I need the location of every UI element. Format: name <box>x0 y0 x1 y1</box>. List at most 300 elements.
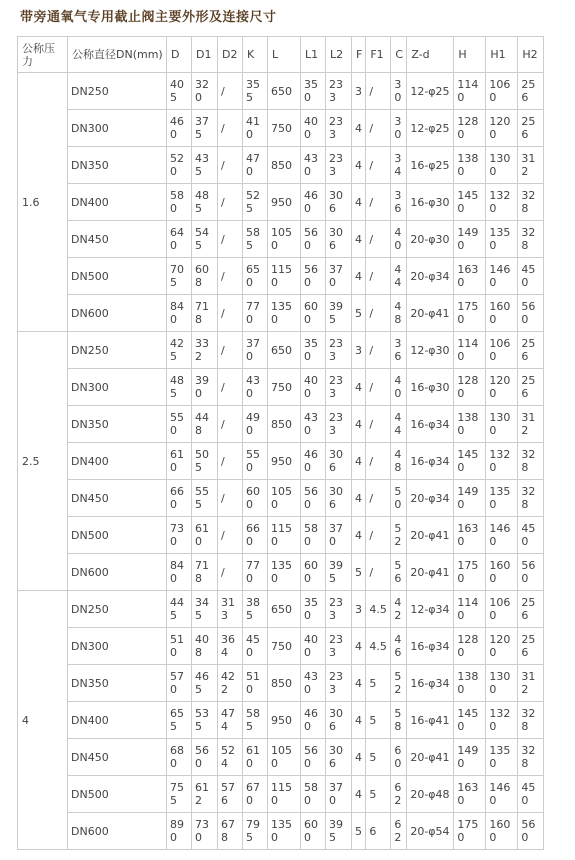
pressure-cell: 4 <box>18 591 68 850</box>
dimensions-table <box>17 36 544 850</box>
table-cell: 1600 <box>486 554 518 591</box>
table-cell: 332 <box>192 332 218 369</box>
table-cell: 328 <box>518 739 544 776</box>
table-cell: 4 <box>352 221 366 258</box>
table-cell: 550 <box>167 406 192 443</box>
table-cell: 600 <box>301 554 326 591</box>
table-cell: 20-φ41 <box>407 295 454 332</box>
table-cell: 576 <box>218 776 243 813</box>
table-cell: 1060 <box>486 591 518 628</box>
table-cell: / <box>218 332 243 369</box>
table-cell: 655 <box>167 702 192 739</box>
table-cell: 485 <box>167 369 192 406</box>
table-cell: 42 <box>391 591 407 628</box>
table-row <box>18 73 544 110</box>
table-cell: / <box>218 221 243 258</box>
table-cell: 44 <box>391 258 407 295</box>
table-cell: 306 <box>326 480 352 517</box>
table-cell: 450 <box>518 517 544 554</box>
table-cell: 585 <box>243 702 268 739</box>
table-cell: 328 <box>518 221 544 258</box>
table-cell: 20-φ41 <box>407 517 454 554</box>
table-cell: 48 <box>391 443 407 480</box>
col-header-d1: D1 <box>192 37 218 73</box>
table-cell: 400 <box>301 369 326 406</box>
col-header-c: C <box>391 37 407 73</box>
table-cell: 20-φ34 <box>407 258 454 295</box>
table-cell: 680 <box>167 739 192 776</box>
table-cell: / <box>218 443 243 480</box>
table-cell: 640 <box>167 221 192 258</box>
table-cell: 445 <box>167 591 192 628</box>
table-cell: 425 <box>167 332 192 369</box>
table-cell: 4 <box>352 406 366 443</box>
col-header-d: D <box>167 37 192 73</box>
table-row <box>18 147 544 184</box>
table-cell: 890 <box>167 813 192 850</box>
table-cell: 5 <box>366 739 391 776</box>
table-cell: 770 <box>243 554 268 591</box>
table-cell: 560 <box>301 258 326 295</box>
table-cell: 350 <box>301 332 326 369</box>
table-row <box>18 184 544 221</box>
col-header-l2: L2 <box>326 37 352 73</box>
table-cell: / <box>366 406 391 443</box>
table-cell: 364 <box>218 628 243 665</box>
table-cell: 44 <box>391 406 407 443</box>
table-cell: 1630 <box>454 776 486 813</box>
table-cell: 5 <box>352 295 366 332</box>
table-cell: 1320 <box>486 443 518 480</box>
table-cell: 660 <box>243 517 268 554</box>
table-cell: 5 <box>366 665 391 702</box>
nominal-diameter-cell: DN400 <box>68 443 167 480</box>
table-cell: 1350 <box>486 221 518 258</box>
nominal-diameter-cell: DN350 <box>68 406 167 443</box>
table-cell: 58 <box>391 702 407 739</box>
table-cell: 312 <box>518 147 544 184</box>
table-cell: 650 <box>268 591 301 628</box>
table-cell: / <box>218 73 243 110</box>
table-cell: 950 <box>268 702 301 739</box>
table-cell: 1150 <box>268 517 301 554</box>
table-cell: 233 <box>326 591 352 628</box>
col-header-h1: H1 <box>486 37 518 73</box>
table-cell: 1490 <box>454 480 486 517</box>
table-cell: 50 <box>391 480 407 517</box>
table-cell: 505 <box>192 443 218 480</box>
table-cell: 345 <box>192 591 218 628</box>
table-cell: 580 <box>301 517 326 554</box>
col-header-nominal-diameter: 公称直径DN(mm) <box>68 37 167 73</box>
table-cell: 1750 <box>454 813 486 850</box>
col-header-k: K <box>243 37 268 73</box>
table-cell: 4 <box>352 702 366 739</box>
table-cell: / <box>218 554 243 591</box>
table-cell: 422 <box>218 665 243 702</box>
table-cell: 600 <box>243 480 268 517</box>
table-cell: 1300 <box>486 665 518 702</box>
table-cell: 525 <box>243 184 268 221</box>
table-cell: 5 <box>352 554 366 591</box>
table-cell: 16-φ34 <box>407 443 454 480</box>
table-cell: 34 <box>391 147 407 184</box>
table-cell: 1750 <box>454 554 486 591</box>
table-cell: 460 <box>301 443 326 480</box>
table-row <box>18 295 544 332</box>
table-cell: 16-φ25 <box>407 147 454 184</box>
col-header-z-d: Z-d <box>407 37 454 73</box>
table-cell: 585 <box>243 221 268 258</box>
table-cell: 750 <box>268 628 301 665</box>
table-row <box>18 258 544 295</box>
table-cell: 560 <box>518 813 544 850</box>
table-cell: 385 <box>243 591 268 628</box>
table-cell: 306 <box>326 184 352 221</box>
table-cell: 400 <box>301 628 326 665</box>
table-cell: 233 <box>326 369 352 406</box>
table-cell: 375 <box>192 110 218 147</box>
table-cell: 730 <box>192 813 218 850</box>
table-cell: / <box>218 480 243 517</box>
table-cell: / <box>366 184 391 221</box>
table-cell: 580 <box>301 776 326 813</box>
table-cell: 1380 <box>454 665 486 702</box>
table-cell: 30 <box>391 73 407 110</box>
table-cell: 510 <box>167 628 192 665</box>
table-cell: 1460 <box>486 517 518 554</box>
table-cell: 233 <box>326 628 352 665</box>
table-cell: 12-φ25 <box>407 73 454 110</box>
table-cell: 4 <box>352 184 366 221</box>
col-header-l1: L1 <box>301 37 326 73</box>
table-row <box>18 665 544 702</box>
table-cell: 328 <box>518 443 544 480</box>
col-header-l: L <box>268 37 301 73</box>
table-cell: 1150 <box>268 258 301 295</box>
table-cell: 52 <box>391 665 407 702</box>
table-cell: 950 <box>268 184 301 221</box>
table-cell: 306 <box>326 702 352 739</box>
table-cell: 306 <box>326 739 352 776</box>
table-cell: 460 <box>301 702 326 739</box>
table-cell: 4 <box>352 628 366 665</box>
table-cell: 650 <box>268 332 301 369</box>
table-cell: 3 <box>352 591 366 628</box>
table-cell: 313 <box>218 591 243 628</box>
table-cell: 612 <box>192 776 218 813</box>
table-row <box>18 702 544 739</box>
table-cell: 460 <box>301 184 326 221</box>
table-cell: / <box>218 147 243 184</box>
table-cell: 670 <box>243 776 268 813</box>
nominal-diameter-cell: DN450 <box>68 221 167 258</box>
table-cell: 3 <box>352 73 366 110</box>
table-cell: 40 <box>391 221 407 258</box>
col-header-pressure: 公称压力 <box>18 37 68 73</box>
table-cell: 1140 <box>454 591 486 628</box>
pressure-cell: 1.6 <box>18 73 68 332</box>
table-cell: 560 <box>301 480 326 517</box>
table-row <box>18 776 544 813</box>
table-cell: 1350 <box>268 813 301 850</box>
table-cell: 256 <box>518 110 544 147</box>
table-row <box>18 517 544 554</box>
table-cell: 20-φ41 <box>407 739 454 776</box>
table-cell: 1060 <box>486 332 518 369</box>
table-cell: / <box>218 369 243 406</box>
table-cell: 4 <box>352 665 366 702</box>
table-cell: 370 <box>326 517 352 554</box>
nominal-diameter-cell: DN300 <box>68 369 167 406</box>
table-cell: 580 <box>167 184 192 221</box>
table-cell: / <box>366 258 391 295</box>
nominal-diameter-cell: DN450 <box>68 739 167 776</box>
table-cell: 1600 <box>486 295 518 332</box>
nominal-diameter-cell: DN350 <box>68 665 167 702</box>
table-cell: 705 <box>167 258 192 295</box>
table-cell: 1050 <box>268 739 301 776</box>
table-cell: 1380 <box>454 147 486 184</box>
table-cell: 6 <box>366 813 391 850</box>
table-cell: 510 <box>243 665 268 702</box>
table-cell: 795 <box>243 813 268 850</box>
table-cell: 660 <box>167 480 192 517</box>
table-cell: 4 <box>352 517 366 554</box>
table-cell: 1300 <box>486 406 518 443</box>
table-cell: 770 <box>243 295 268 332</box>
nominal-diameter-cell: DN300 <box>68 110 167 147</box>
table-cell: 1460 <box>486 258 518 295</box>
table-cell: 12-φ25 <box>407 110 454 147</box>
table-cell: 840 <box>167 554 192 591</box>
table-cell: 465 <box>192 665 218 702</box>
table-cell: 450 <box>243 628 268 665</box>
table-cell: 233 <box>326 110 352 147</box>
table-cell: 16-φ34 <box>407 406 454 443</box>
table-cell: 755 <box>167 776 192 813</box>
table-cell: 1200 <box>486 628 518 665</box>
table-cell: 400 <box>301 110 326 147</box>
table-cell: / <box>366 73 391 110</box>
table-cell: 390 <box>192 369 218 406</box>
table-cell: 600 <box>301 813 326 850</box>
table-cell: 730 <box>167 517 192 554</box>
nominal-diameter-cell: DN250 <box>68 591 167 628</box>
table-cell: 256 <box>518 628 544 665</box>
table-cell: 350 <box>301 73 326 110</box>
col-header-f1: F1 <box>366 37 391 73</box>
table-cell: 16-φ41 <box>407 702 454 739</box>
table-cell: / <box>366 110 391 147</box>
table-cell: / <box>366 369 391 406</box>
table-cell: 474 <box>218 702 243 739</box>
table-cell: 4 <box>352 110 366 147</box>
table-row <box>18 813 544 850</box>
table-cell: 328 <box>518 702 544 739</box>
table-cell: 328 <box>518 184 544 221</box>
table-cell: 450 <box>518 776 544 813</box>
table-cell: / <box>366 295 391 332</box>
table-cell: 36 <box>391 184 407 221</box>
table-cell: 520 <box>167 147 192 184</box>
table-cell: 256 <box>518 73 544 110</box>
table-cell: / <box>218 517 243 554</box>
table-row <box>18 443 544 480</box>
table-cell: 1490 <box>454 739 486 776</box>
table-cell: 5 <box>352 813 366 850</box>
table-cell: 16-φ34 <box>407 628 454 665</box>
col-header-h: H <box>454 37 486 73</box>
table-cell: 408 <box>192 628 218 665</box>
nominal-diameter-cell: DN400 <box>68 702 167 739</box>
page-title: 带旁通氧气专用截止阀主要外形及连接尺寸 <box>20 10 277 25</box>
table-cell: 370 <box>326 776 352 813</box>
table-cell: / <box>218 110 243 147</box>
table-cell: 233 <box>326 73 352 110</box>
table-cell: 1350 <box>268 554 301 591</box>
table-cell: 750 <box>268 110 301 147</box>
table-cell: 4 <box>352 258 366 295</box>
table-cell: 20-φ30 <box>407 221 454 258</box>
table-cell: 430 <box>301 665 326 702</box>
table-cell: 20-φ41 <box>407 554 454 591</box>
table-cell: 370 <box>326 258 352 295</box>
table-cell: 320 <box>192 73 218 110</box>
table-row <box>18 110 544 147</box>
table-cell: 435 <box>192 147 218 184</box>
table-cell: 1140 <box>454 332 486 369</box>
table-cell: 1380 <box>454 406 486 443</box>
table-cell: 1460 <box>486 776 518 813</box>
table-cell: / <box>218 295 243 332</box>
table-cell: 52 <box>391 517 407 554</box>
table-cell: 16-φ30 <box>407 369 454 406</box>
table-cell: 610 <box>167 443 192 480</box>
table-cell: 40 <box>391 369 407 406</box>
table-cell: 16-φ34 <box>407 665 454 702</box>
table-cell: 1050 <box>268 221 301 258</box>
table-cell: 395 <box>326 813 352 850</box>
table-cell: / <box>218 184 243 221</box>
table-cell: 395 <box>326 295 352 332</box>
table-cell: 560 <box>192 739 218 776</box>
table-cell: 60 <box>391 739 407 776</box>
table-cell: / <box>366 443 391 480</box>
table-cell: 1450 <box>454 702 486 739</box>
table-cell: 36 <box>391 332 407 369</box>
table-cell: 1050 <box>268 480 301 517</box>
table-cell: 1350 <box>268 295 301 332</box>
table-cell: 256 <box>518 369 544 406</box>
table-cell: 306 <box>326 221 352 258</box>
table-cell: 718 <box>192 295 218 332</box>
table-cell: 16-φ30 <box>407 184 454 221</box>
nominal-diameter-cell: DN250 <box>68 332 167 369</box>
table-cell: 545 <box>192 221 218 258</box>
table-cell: 312 <box>518 406 544 443</box>
table-cell: 4.5 <box>366 628 391 665</box>
table-cell: 62 <box>391 776 407 813</box>
nominal-diameter-cell: DN450 <box>68 480 167 517</box>
table-cell: 610 <box>243 739 268 776</box>
table-cell: 560 <box>301 221 326 258</box>
table-cell: 328 <box>518 480 544 517</box>
nominal-diameter-cell: DN300 <box>68 628 167 665</box>
nominal-diameter-cell: DN500 <box>68 258 167 295</box>
table-cell: 370 <box>243 332 268 369</box>
table-cell: 1280 <box>454 369 486 406</box>
table-cell: 1350 <box>486 480 518 517</box>
nominal-diameter-cell: DN400 <box>68 184 167 221</box>
table-cell: 460 <box>167 110 192 147</box>
table-cell: 840 <box>167 295 192 332</box>
table-cell: 485 <box>192 184 218 221</box>
nominal-diameter-cell: DN500 <box>68 517 167 554</box>
header-row <box>18 37 544 73</box>
table-cell: 1350 <box>486 739 518 776</box>
table-cell: 306 <box>326 443 352 480</box>
table-cell: 1450 <box>454 184 486 221</box>
table-cell: 256 <box>518 332 544 369</box>
table-cell: 750 <box>268 369 301 406</box>
table-cell: 1300 <box>486 147 518 184</box>
table-cell: 355 <box>243 73 268 110</box>
table-cell: 410 <box>243 110 268 147</box>
table-cell: / <box>366 147 391 184</box>
table-cell: 46 <box>391 628 407 665</box>
table-cell: 1490 <box>454 221 486 258</box>
table-cell: / <box>218 258 243 295</box>
table-cell: 560 <box>518 554 544 591</box>
table-cell: 12-φ34 <box>407 591 454 628</box>
table-cell: 1320 <box>486 184 518 221</box>
table-cell: 4 <box>352 739 366 776</box>
table-cell: 1600 <box>486 813 518 850</box>
table-cell: 1140 <box>454 73 486 110</box>
table-cell: 1060 <box>486 73 518 110</box>
table-cell: 4 <box>352 776 366 813</box>
table-cell: 48 <box>391 295 407 332</box>
table-row <box>18 591 544 628</box>
nominal-diameter-cell: DN500 <box>68 776 167 813</box>
table-cell: 5 <box>366 702 391 739</box>
table-cell: 1200 <box>486 110 518 147</box>
table-row <box>18 369 544 406</box>
table-cell: 350 <box>301 591 326 628</box>
table-cell: 850 <box>268 406 301 443</box>
table-cell: 448 <box>192 406 218 443</box>
table-cell: 4 <box>352 480 366 517</box>
table-cell: 12-φ30 <box>407 332 454 369</box>
table-cell: 56 <box>391 554 407 591</box>
table-cell: 395 <box>326 554 352 591</box>
table-cell: / <box>218 406 243 443</box>
table-cell: 1630 <box>454 258 486 295</box>
table-cell: 610 <box>192 517 218 554</box>
table-cell: 3 <box>352 332 366 369</box>
table-row <box>18 554 544 591</box>
table-cell: 4 <box>352 147 366 184</box>
table-cell: 678 <box>218 813 243 850</box>
table-cell: 30 <box>391 110 407 147</box>
col-header-f: F <box>352 37 366 73</box>
table-cell: 470 <box>243 147 268 184</box>
table-cell: 430 <box>301 147 326 184</box>
table-cell: 490 <box>243 406 268 443</box>
table-cell: 233 <box>326 665 352 702</box>
table-cell: 233 <box>326 332 352 369</box>
